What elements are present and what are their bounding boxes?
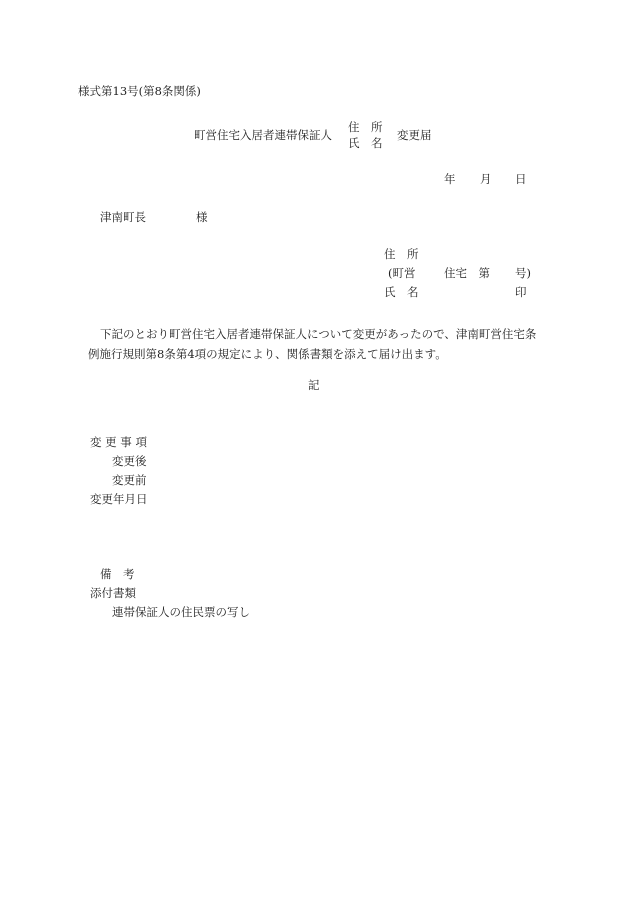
addressee-name: 津南町長 [100, 210, 146, 224]
change-after-label: 変更後 [112, 454, 147, 468]
applicant-address-label: 住 所 [384, 247, 419, 261]
title-name-label: 氏 名 [348, 135, 383, 150]
applicant-name-label: 氏 名 [384, 285, 419, 299]
addressee-honorific: 様 [196, 210, 208, 224]
housing-suffix: 号) [515, 266, 531, 280]
seal-mark: 印 [515, 285, 527, 299]
change-before-label: 変更前 [112, 473, 147, 487]
date-year: 年 [444, 172, 456, 186]
title-stack [348, 122, 383, 149]
housing-middle: 住宅 第 [444, 266, 490, 280]
body-line-1: 下記のとおり町営住宅入居者連帯保証人について変更があったので、津南町営住宅条 [100, 327, 537, 341]
title-prefix: 町営住宅入居者連帯保証人 [194, 128, 332, 142]
form-number: 様式第13号(第8条関係) [78, 84, 201, 98]
date-day: 日 [515, 172, 527, 186]
date-month: 月 [480, 172, 492, 186]
body-paragraph [88, 324, 558, 364]
body-line-2: 例施行規則第8条第4項の規定により、関係書類を添えて届け出ます。 [88, 347, 447, 361]
attached-docs-label: 添付書類 [90, 586, 136, 600]
title-suffix: 変更届 [397, 128, 432, 142]
ki-heading: 記 [308, 378, 320, 392]
attached-doc-item: 連帯保証人の住民票の写し [112, 605, 250, 619]
change-items-label: 変 更 事 項 [90, 435, 147, 449]
title-address-label: 住 所 [348, 120, 383, 134]
housing-prefix: (町営 [388, 266, 416, 280]
notes-title: 備 考 [100, 567, 135, 581]
change-date-label: 変更年月日 [90, 492, 148, 506]
